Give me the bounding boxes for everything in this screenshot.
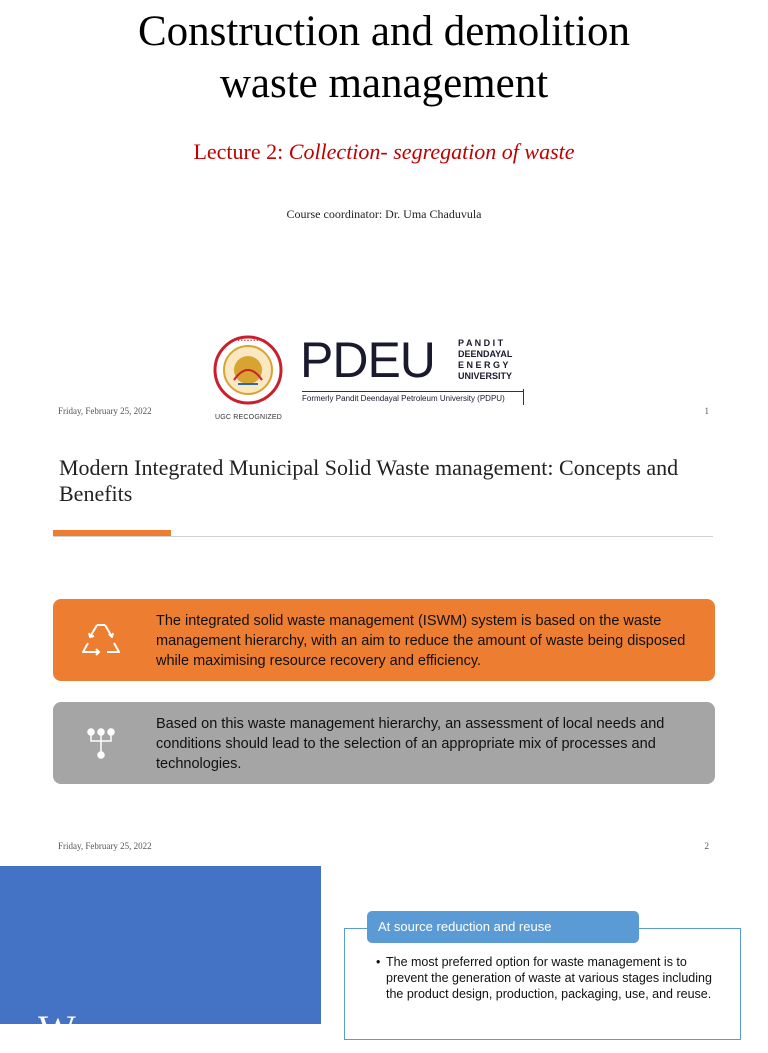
university-logo xyxy=(212,330,532,426)
hierarchy-icon xyxy=(77,720,125,768)
svg-text:• • • • • • •: • • • • • • • xyxy=(237,338,259,344)
slide-1 xyxy=(0,0,768,434)
bullet-item xyxy=(376,954,721,1002)
iswm-text: The integrated solid waste management (ISWM) system is based on the waste management hierarchy, with an aim to reduce the amount of waste being disposed while maximising resource recovery and efficiency. xyxy=(156,613,686,669)
title-line-2: waste management xyxy=(219,60,549,107)
assessment-info-box xyxy=(53,702,715,784)
course-coordinator: Course coordinator: Dr. Uma Chaduvula xyxy=(286,207,482,221)
side-line-4: UNIVERSITY xyxy=(458,371,513,381)
title-accent-bar xyxy=(53,530,171,536)
bullet-text: The most preferred option for waste management is to prevent the generation of waste at various stages including the product design, production, packaging, use, and reuse. xyxy=(386,955,712,1001)
footer-date: Friday, February 25, 2022 xyxy=(58,406,152,416)
page-number: 1 xyxy=(704,406,709,416)
logo-divider-tick xyxy=(523,389,524,405)
lecture-topic: Collection- segregation of waste xyxy=(288,139,575,164)
recycle-icon xyxy=(77,617,125,665)
ugc-recognized: UGC RECOGNIZED xyxy=(215,414,282,421)
blue-side-panel xyxy=(0,866,321,1052)
section-tag: At source reduction and reuse xyxy=(367,911,639,943)
side-line-2: DEENDAYAL xyxy=(458,349,513,359)
slide-title xyxy=(0,6,768,110)
bullet-dot-icon: • xyxy=(376,955,381,969)
assessment-text: Based on this waste management hierarchy, an assessment of local needs and conditions should lead to the selection of an appropriate mix of processes and technologies. xyxy=(156,716,665,772)
formerly-text: Formerly Pandit Deendayal Petroleum University (PDPU) xyxy=(302,394,505,403)
slide-2 xyxy=(0,435,768,865)
brand-wordmark: PDEU xyxy=(300,332,435,388)
brand-side-text xyxy=(458,338,512,382)
logo-divider xyxy=(302,391,524,392)
title-line-1: Construction and demolition xyxy=(137,8,631,55)
side-line-1: P A N D I T xyxy=(458,338,504,348)
university-seal-icon xyxy=(212,330,284,412)
page-number: 2 xyxy=(704,841,709,851)
footer-date: Friday, February 25, 2022 xyxy=(58,841,152,851)
lecture-prefix: Lecture 2: xyxy=(193,139,289,164)
iswm-info-box xyxy=(53,599,715,681)
slide-3 xyxy=(0,866,768,1052)
lecture-subtitle xyxy=(0,139,768,165)
side-line-3: E N E R G Y xyxy=(458,360,509,370)
panel-heading: Wa xyxy=(38,1007,91,1052)
title-rule xyxy=(53,536,713,537)
slide-title: Modern Integrated Municipal Solid Waste management: Concepts and Benefits xyxy=(59,455,679,506)
